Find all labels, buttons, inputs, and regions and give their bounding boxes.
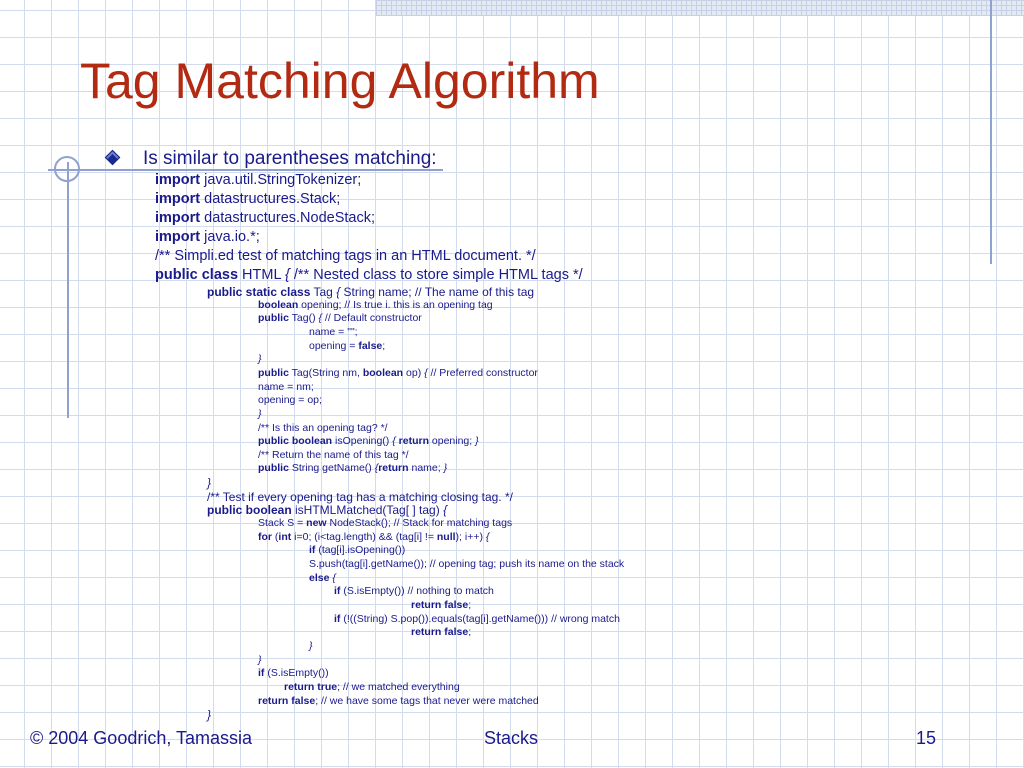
code-token: { — [443, 503, 448, 518]
code-token: { — [336, 285, 341, 299]
code-line — [258, 667, 329, 680]
code-token: ; — [382, 339, 386, 352]
code-token: } — [443, 462, 448, 475]
code-token: Stack S = — [258, 517, 307, 530]
code-token: else — [309, 571, 330, 584]
code-token: // Default constructor — [322, 312, 422, 325]
code-line — [155, 266, 583, 284]
code-token: import — [155, 191, 201, 207]
code-token: if — [334, 612, 341, 625]
code-token: new — [306, 517, 327, 530]
code-line — [258, 312, 422, 325]
code-token: datastructures.Stack; — [200, 191, 341, 207]
code-token: { — [285, 267, 290, 283]
code-token: Tag(String nm, — [288, 366, 363, 379]
code-token: public — [258, 366, 289, 379]
code-token: String name; // The name of this tag — [340, 285, 535, 299]
code-token: null — [436, 530, 456, 543]
code-token: Tag() — [288, 312, 319, 325]
code-token: import — [155, 172, 201, 188]
code-token: (S.isEmpty()) — [264, 667, 329, 680]
code-token: return false — [258, 694, 316, 707]
code-token: /** Simpli.ed test of matching tags in an HTML document. */ — [155, 248, 536, 264]
code-token — [329, 572, 332, 584]
code-line — [207, 285, 534, 299]
code-token: if — [258, 667, 265, 680]
code-token: if — [334, 585, 341, 598]
code-line — [258, 394, 322, 407]
code-token: datastructures.NodeStack; — [200, 210, 376, 226]
code-token: return — [378, 462, 409, 475]
code-line — [155, 190, 340, 208]
code-token: public boolean — [207, 503, 292, 518]
code-token: name; — [408, 462, 444, 475]
code-token: java.io.*; — [200, 229, 260, 245]
code-line — [258, 695, 539, 708]
code-token: op) — [403, 366, 425, 379]
code-line — [258, 654, 262, 667]
code-line — [258, 435, 479, 448]
code-token: (!((String) S.pop()).equals(tag[i].getName())) // wrong match — [340, 612, 620, 625]
code-token: /** Test if every opening tag has a matching closing tag. */ — [207, 489, 513, 504]
code-token: { — [318, 312, 323, 325]
code-token: HTML — [238, 267, 286, 283]
code-token: return — [398, 435, 429, 448]
code-line — [258, 408, 262, 421]
code-token: } — [475, 435, 479, 448]
code-token: } — [258, 407, 262, 420]
code-line — [258, 353, 262, 366]
code-token: public — [258, 462, 289, 475]
code-token: isHTMLMatched(Tag[ ] tag) — [291, 503, 444, 518]
code-line — [284, 681, 460, 694]
code-token: i=0; (i<tag.length) && (tag[i] != — [291, 530, 437, 543]
code-token: } — [309, 639, 313, 652]
code-token: opening = op; — [258, 394, 322, 407]
code-token: opening; // Is true i. this is an opening tag — [298, 298, 493, 311]
code-line — [258, 462, 447, 475]
code-token: (tag[i].isOpening()) — [315, 544, 406, 557]
code-token: { — [485, 530, 490, 543]
code-line — [207, 476, 211, 490]
code-token: if — [309, 544, 316, 557]
code-token: { — [424, 366, 428, 379]
code-line — [411, 626, 471, 639]
code-token: return false — [411, 626, 469, 639]
code-line — [309, 558, 624, 571]
footer-topic: Stacks — [484, 728, 539, 748]
crosshair-ornament — [50, 152, 90, 192]
code-token: public class — [155, 267, 239, 283]
code-line — [334, 613, 620, 626]
code-token: name = nm; — [258, 380, 314, 393]
code-token: /** Return the name of this tag */ — [258, 448, 409, 461]
code-token: } — [207, 708, 212, 723]
code-token: false — [358, 339, 383, 352]
code-token: // Preferred constructor — [427, 366, 538, 379]
code-token: /** Is this an opening tag? */ — [258, 421, 388, 434]
code-line — [155, 228, 260, 246]
code-token: { — [332, 571, 336, 584]
code-token: S.push(tag[i].getName()); // opening tag; push its name on the stack — [309, 558, 625, 570]
code-token: opening; — [428, 435, 476, 448]
code-token: } — [207, 476, 212, 491]
code-token — [396, 435, 399, 447]
code-line — [258, 422, 388, 435]
code-token: import — [155, 210, 201, 226]
code-line — [258, 531, 489, 544]
code-token: return true — [284, 680, 338, 693]
code-token: opening = — [309, 339, 359, 352]
code-line — [411, 599, 471, 612]
code-line — [207, 490, 513, 504]
bullet-text: Is similar to parentheses matching: — [143, 148, 437, 169]
code-line — [258, 299, 493, 312]
code-token: public boolean — [258, 435, 333, 448]
code-token: ; // we have some tags that never were matched — [315, 694, 539, 707]
footer-copyright: © 2004 Goodrich, Tamassia — [30, 728, 253, 748]
code-token: for — [258, 530, 272, 543]
code-token: } — [258, 653, 262, 666]
code-line — [155, 171, 361, 189]
code-token: /** Nested class to store simple HTML tags */ — [289, 267, 583, 283]
code-line — [258, 367, 538, 380]
code-line — [258, 449, 409, 462]
code-token: ; — [468, 626, 472, 639]
code-token: (S.isEmpty()) // nothing to match — [340, 585, 494, 598]
code-token: ; // we matched everything — [337, 680, 460, 693]
code-line — [207, 708, 211, 722]
left-vertical-rule — [67, 162, 69, 418]
diamond-bullet-icon — [105, 150, 121, 166]
right-vertical-rule — [990, 0, 992, 264]
code-line — [258, 517, 512, 530]
code-token: name = ""; — [309, 325, 358, 338]
code-line — [155, 247, 536, 265]
code-token: boolean — [258, 298, 299, 311]
code-token: String getName() — [288, 462, 375, 475]
code-token: int — [278, 530, 292, 543]
code-line — [155, 209, 375, 227]
code-line — [309, 640, 313, 653]
code-line — [309, 572, 336, 585]
code-token: { — [374, 462, 379, 475]
code-token: } — [258, 353, 262, 366]
code-token: isOpening() — [332, 435, 393, 448]
code-token: import — [155, 229, 201, 245]
code-line — [258, 381, 314, 394]
code-token: { — [392, 435, 396, 448]
header-pattern-band — [376, 0, 1024, 16]
code-line — [309, 340, 385, 353]
slide-title: Tag Matching Algorithm — [80, 53, 600, 109]
code-token: boolean — [362, 366, 404, 379]
code-line — [309, 544, 405, 557]
code-token: public static class — [207, 285, 311, 299]
code-token: ); i++) — [455, 530, 486, 543]
code-line — [207, 503, 447, 517]
code-line — [309, 326, 358, 339]
code-line — [334, 585, 494, 598]
code-token: public — [258, 312, 289, 325]
code-token: ; — [468, 598, 472, 611]
code-token: ( — [272, 530, 279, 543]
code-token: NodeStack(); // Stack for matching tags — [326, 517, 513, 530]
code-token: Tag — [310, 285, 337, 299]
code-token: return false — [411, 598, 469, 611]
code-token: java.util.StringTokenizer; — [200, 172, 362, 188]
footer-page-number: 15 — [916, 728, 937, 748]
